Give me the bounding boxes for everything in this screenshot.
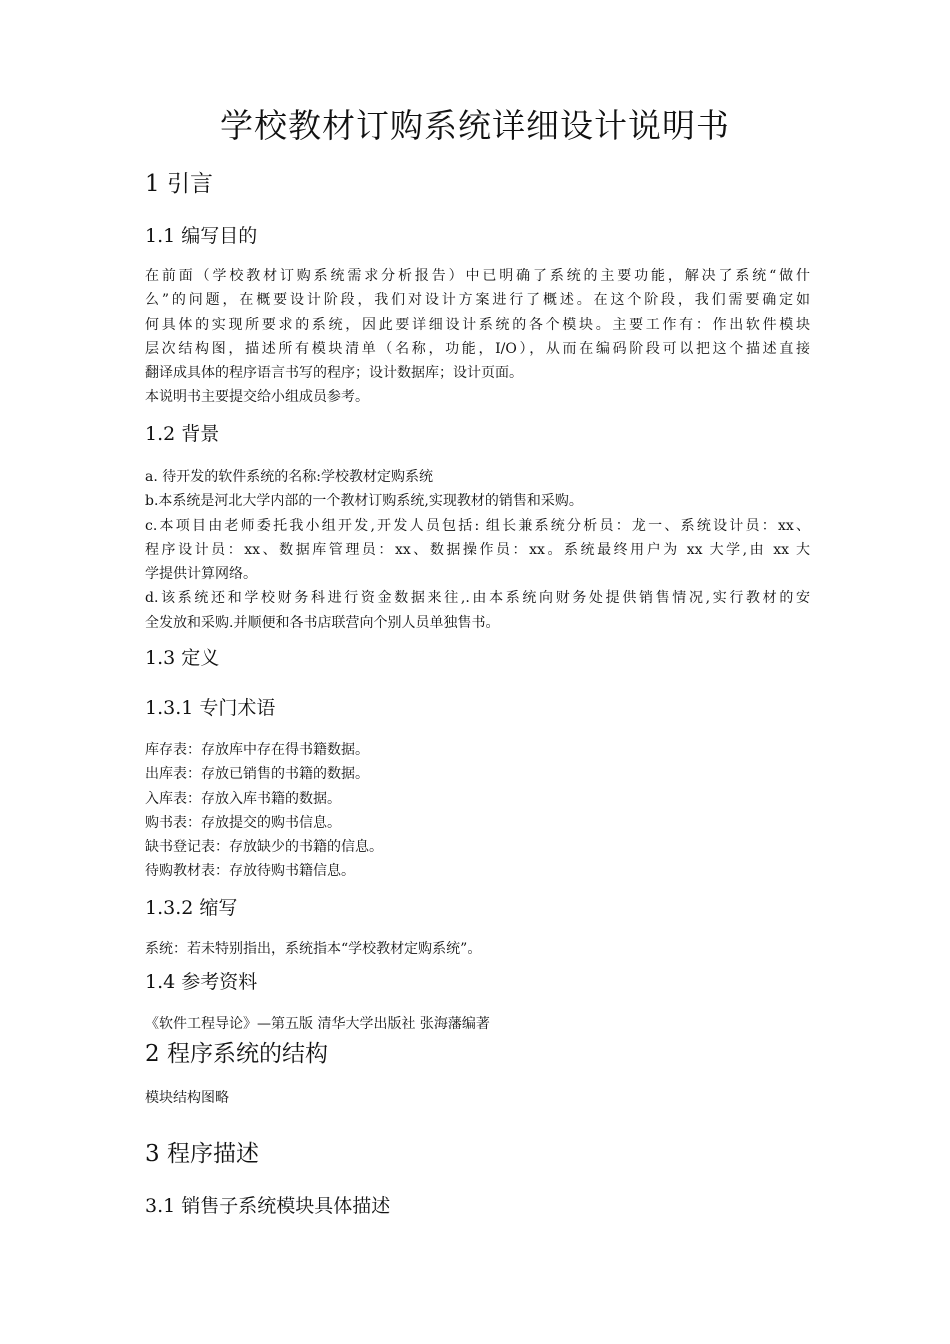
paragraph-line: d.该系统还和学校财务科进行资金数据来往,.由本系统向财务处提供销售情况,实行教材的安 [145, 590, 810, 607]
section-2-heading: 2 程序系统的结构 [145, 1041, 328, 1067]
reference-item: 《软件工程导论》—第五版 清华大学出版社 张海藩编著 [145, 1016, 490, 1032]
term-item: 入库表：存放入库书籍的数据。 [145, 790, 341, 807]
paragraph-line: c.本项目由老师委托我小组开发,开发人员包括: 组长兼系统分析员：龙一、系统设计员：xx、 [145, 517, 810, 534]
section-3-heading: 3 程序描述 [145, 1141, 259, 1167]
paragraph-line: 学提供计算网络。 [145, 566, 257, 583]
document-title: 学校教材订购系统详细设计说明书 [220, 106, 730, 145]
paragraph-line: 程序设计员：xx、数据库管理员：xx、数据操作员：xx。系统最终用户为 xx 大学,由 xx 大 [145, 541, 810, 558]
term-item: 待购教材表：存放待购书籍信息。 [145, 863, 355, 880]
section-1-1-heading: 1.1 编写目的 [145, 225, 258, 247]
section-1-3-2-heading: 1.3.2 缩写 [145, 897, 238, 919]
section-3-1-heading: 3.1 销售子系统模块具体描述 [145, 1195, 391, 1217]
paragraph-line: b.本系统是河北大学内部的一个教材订购系统,实现教材的销售和采购。 [145, 493, 583, 510]
paragraph-line: 么”的问题，在概要设计阶段，我们对设计方案进行了概述。在这个阶段，我们需要确定如 [145, 292, 810, 309]
abbreviation-body [145, 937, 810, 961]
reference-list [145, 1012, 810, 1036]
paragraph-line: a. 待开发的软件系统的名称:学校教材定购系统 [145, 469, 433, 485]
section-1-heading: 1 引言 [145, 171, 213, 197]
paragraph-line: 何具体的实现所要求的系统，因此要详细设计系统的各个模块。主要工作有：作出软件模块 [145, 316, 810, 333]
term-item: 购书表：存放提交的购书信息。 [145, 814, 341, 831]
term-item: 出库表：存放已销售的书籍的数据。 [145, 766, 369, 783]
section-1-3-heading: 1.3 定义 [145, 647, 220, 669]
section-1-4-heading: 1.4 参考资料 [145, 971, 258, 993]
terminology-list [145, 738, 810, 884]
section-1-1-body [145, 264, 810, 410]
section-1-3-1-heading: 1.3.1 专门术语 [145, 697, 276, 719]
paragraph-line: 全发放和采购.并顺便和各书店联营向个别人员单独售书。 [145, 614, 500, 631]
section-1-2-body [145, 465, 810, 635]
paragraph-line: 本说明书主要提交给小组成员参考。 [145, 389, 369, 406]
paragraph-line: 模块结构图略 [145, 1090, 229, 1106]
paragraph-line: 翻译成具体的程序语言书写的程序；设计数据库；设计页面。 [145, 365, 523, 382]
term-item: 库存表：存放库中存在得书籍数据。 [145, 742, 369, 758]
section-1-2-heading: 1.2 背景 [145, 423, 220, 445]
section-2-body [145, 1086, 810, 1110]
paragraph-line: 在前面（学校教材订购系统需求分析报告）中已明确了系统的主要功能，解决了系统“做什 [145, 268, 810, 284]
paragraph-line: 系统：若未特别指出，系统指本“学校教材定购系统”。 [145, 941, 482, 957]
term-item: 缺书登记表：存放缺少的书籍的信息。 [145, 839, 383, 856]
paragraph-line: 层次结构图，描述所有模块清单（名称，功能，I/O），从而在编码阶段可以把这个描述直接 [145, 340, 810, 357]
